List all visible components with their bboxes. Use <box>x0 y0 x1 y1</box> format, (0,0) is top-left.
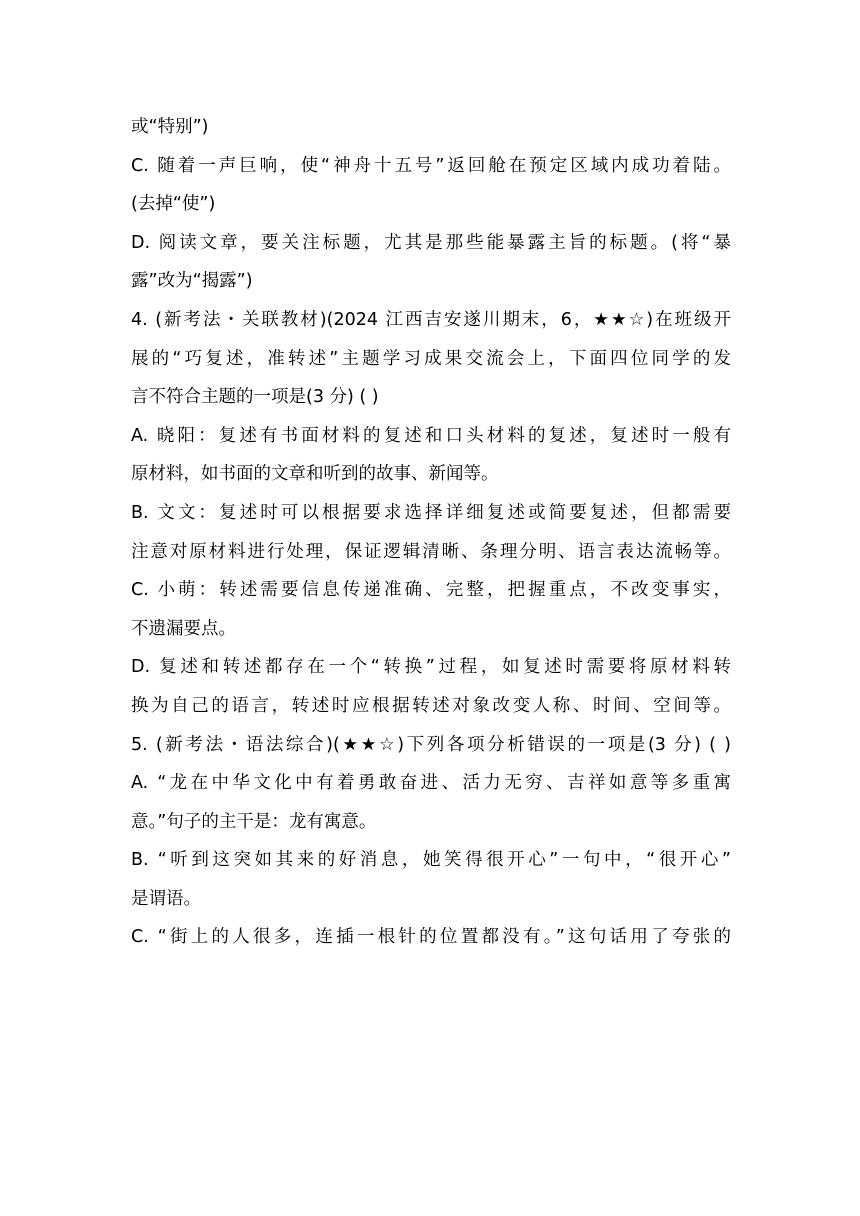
question-line: 展的“巧复述，准转述”主题学习成果交流会上，下面四位同学的发 <box>131 348 731 369</box>
question-line: 4. (新考法・关联教材)(2024 江西吉安遂川期末，6，★★☆)在班级开 <box>131 309 731 330</box>
option-line: 意。”句子的主干是：龙有寓意。 <box>131 811 377 832</box>
option-line: C. “街上的人很多，连插一根针的位置都没有。”这句话用了夸张的 <box>131 927 731 948</box>
question-line: 5. (新考法・语法综合)(★★☆)下列各项分析错误的一项是(3 分) ( ) <box>131 734 731 755</box>
option-line: 注意对原材料进行处理，保证逻辑清晰、条理分明、语言表达流畅等。 <box>131 541 731 562</box>
option-line: D. 阅读文章，要关注标题，尤其是那些能暴露主旨的标题。(将“暴 <box>131 232 731 253</box>
option-line: A. 晓阳：复述有书面材料的复述和口头材料的复述，复述时一般有 <box>131 425 731 446</box>
option-line: C. 小萌：转述需要信息传递准确、完整，把握重点，不改变事实， <box>131 580 731 601</box>
option-line: C. 随着一声巨响，使“神舟十五号”返回舱在预定区域内成功着陆。 <box>131 155 731 176</box>
option-line: 换为自己的语言，转述时应根据转述对象改变人称、时间、空间等。 <box>131 695 731 716</box>
option-line: 原材料，如书面的文章和听到的故事、新闻等。 <box>131 464 499 485</box>
option-line: D. 复述和转述都存在一个“转换”过程，如复述时需要将原材料转 <box>131 657 731 678</box>
document-page <box>131 108 731 957</box>
option-line: B. “听到这突如其来的好消息，她笑得很开心”一句中，“很开心” <box>131 850 731 871</box>
option-line: 是谓语。 <box>131 888 201 909</box>
text-line: (去掉“使”) <box>131 194 216 215</box>
option-line: 不遗漏要点。 <box>131 618 236 639</box>
option-line: A. “龙在中华文化中有着勇敢奋进、活力无穷、吉祥如意等多重寓 <box>131 773 731 794</box>
text-line: 或“特别”) <box>131 117 209 137</box>
question-line: 言不符合主题的一项是(3 分) ( ) <box>131 387 379 408</box>
text-line: 露”改为“揭露”) <box>131 271 253 292</box>
option-line: B. 文文：复述时可以根据要求选择详细复述或简要复述，但都需要 <box>131 502 731 523</box>
